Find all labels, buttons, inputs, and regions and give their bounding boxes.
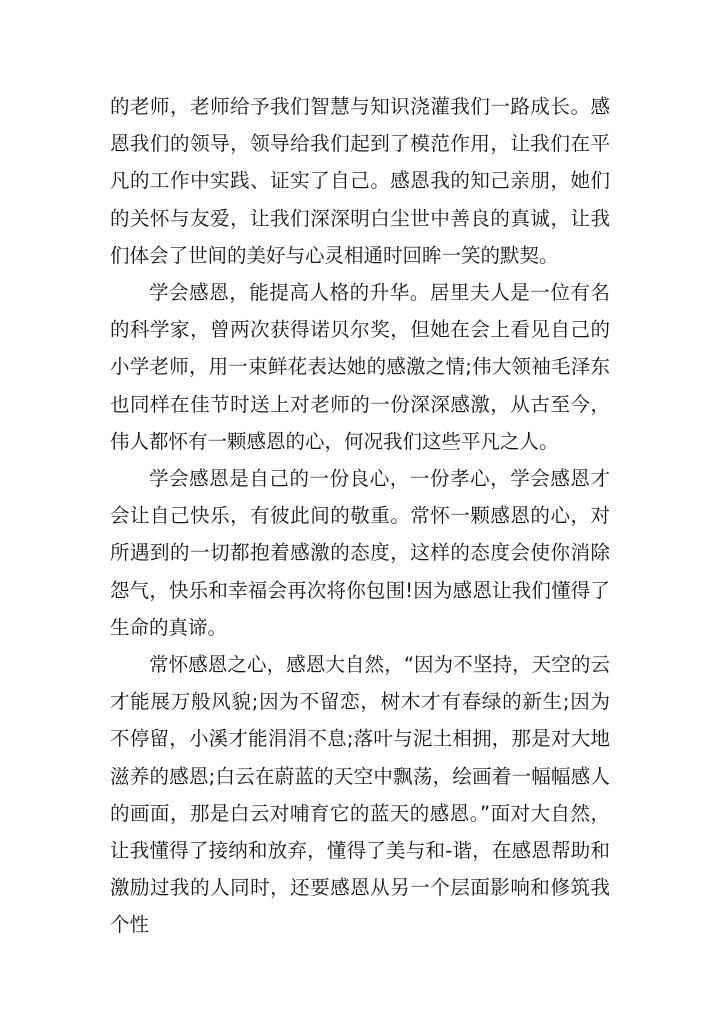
- paragraph-4: 常怀感恩之心，感恩大自然，“因为不坚持，天空的云才能展万般风貌;因为不留恋，树木才有春绿的新生;因为不停留，小溪才能涓涓不息;落叶与泥土相拥，那是对大地滋养的感恩;白云在蔚蓝的天空中飘荡，绘画着一幅幅感人的画面，那是白云对哺育它的蓝天的感恩。”面对大自然，让我懂得了接纳和放弃，懂得了美与和-谐，在感恩帮助和激励过我的人同时，还要感恩从另一个层面影响和修筑我个性: [110, 653, 610, 937]
- paragraph-3: 学会感恩是自己的一份良心，一份孝心，学会感恩才会让自己快乐，有彼此间的敬重。常怀一颗感恩的心，对所遇到的一切都抱着感激的态度，这样的态度会使你消除怨气，快乐和幸福会再次将你包围!因为感恩让我们懂得了生命的真谛。: [110, 467, 610, 639]
- paragraph-2: 学会感恩，能提高人格的升华。居里夫人是一位有名的科学家，曾两次获得诺贝尔奖，但她在会上看见自己的小学老师，用一束鲜花表达她的感激之情;伟大领袖毛泽东也同样在佳节时送上对老师的一份深深感激，从古至今，伟人都怀有一颗感恩的心，何况我们这些平凡之人。: [110, 281, 610, 453]
- document-body: [110, 88, 610, 944]
- paragraph-1: 的老师，老师给予我们智慧与知识浇灌我们一路成长。感恩我们的领导，领导给我们起到了模范作用，让我们在平凡的工作中实践、证实了自己。感恩我的知己亲朋，她们的关怀与友爱，让我们深深明白尘世中善良的真诚，让我们体会了世间的美好与心灵相通时回眸一笑的默契。: [110, 95, 610, 267]
